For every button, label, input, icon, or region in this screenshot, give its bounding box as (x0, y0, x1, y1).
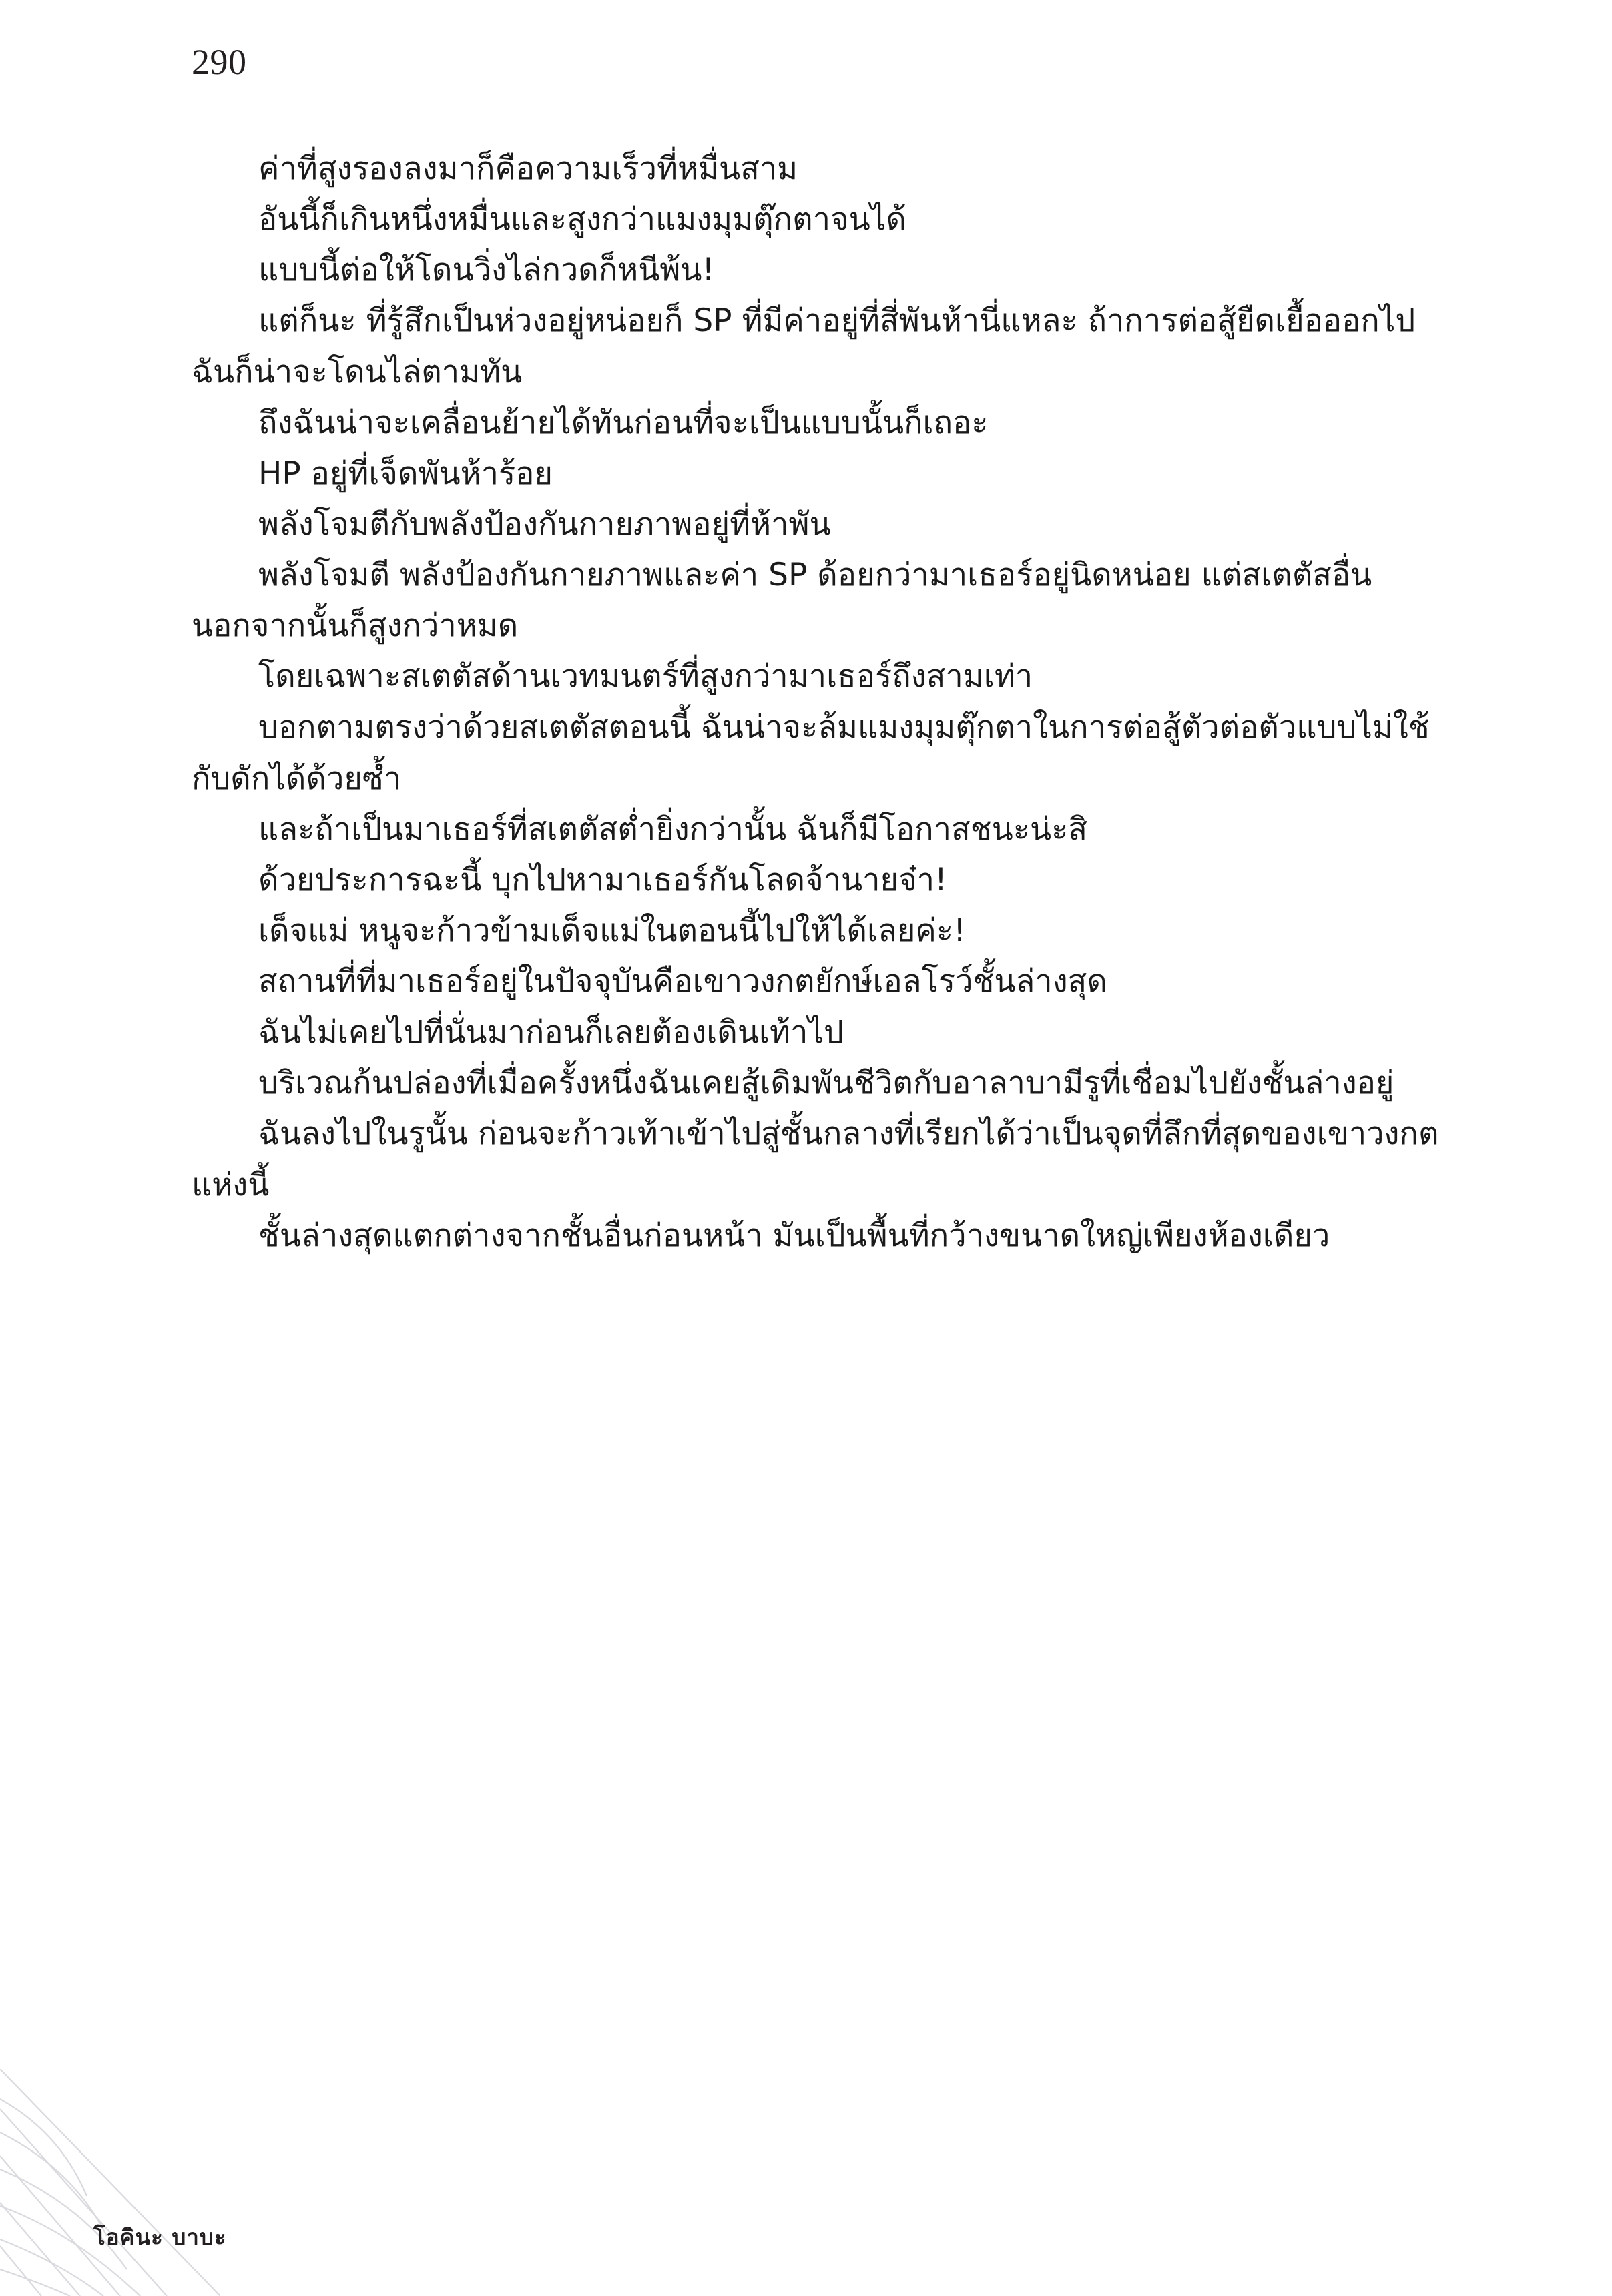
paragraph (192, 398, 1446, 449)
paragraph-text: เด็จแม่ หนูจะก้าวข้ามเด็จแม่ในตอนนี้ไปให้ได้เลยค่ะ! (258, 912, 966, 949)
paragraph (192, 296, 1446, 397)
paragraph (192, 499, 1446, 550)
paragraph (192, 1211, 1446, 1261)
paragraph-text: โดยเฉพาะสเตตัสด้านเวทมนตร์ที่สูงกว่ามาเธอร์ถึงสามเท่า (258, 658, 1033, 695)
paragraph (192, 906, 1446, 956)
paragraph (192, 144, 1446, 194)
paragraph-text: แบบนี้ต่อให้โดนวิ่งไล่กวดก็หนีพ้น! (258, 252, 715, 289)
paragraph (192, 1007, 1446, 1058)
paragraph (192, 702, 1446, 804)
paragraph (192, 855, 1446, 906)
paragraph-text: และถ้าเป็นมาเธอร์ที่สเตตัสต่ำยิ่งกว่านั้น ฉันก็มีโอกาสชนะน่ะสิ (258, 810, 1088, 848)
footer-author-name: โอคินะ บาบะ (93, 2224, 227, 2250)
paragraph-text: อันนี้ก็เกินหนึ่งหมื่นและสูงกว่าแมงมุมตุ๊กตาจนได้ (258, 201, 906, 238)
paragraph-text: บอกตามตรงว่าด้วยสเตตัสตอนนี้ ฉันน่าจะล้มแมงมุมตุ๊กตาในการต่อสู้ตัวต่อตัวแบบไม่ใช้กับดักได้ด้วยซ้ำ (192, 709, 1430, 797)
paragraph-text: บริเวณก้นปล่องที่เมื่อครั้งหนึ่งฉันเคยสู้เดิมพันชีวิตกับอาลาบามีรูที่เชื่อมไปยังชั้นล่างอยู่ (258, 1065, 1394, 1102)
paragraph-text: ชั้นล่างสุดแตกต่างจากชั้นอื่นก่อนหน้า มันเป็นพื้นที่กว้างขนาดใหญ่เพียงห้องเดียว (258, 1217, 1330, 1254)
page-body-text (192, 144, 1446, 1261)
spiderweb-icon (0, 2069, 220, 2296)
paragraph (192, 550, 1446, 651)
paragraph-text: สถานที่ที่มาเธอร์อยู่ในปัจจุบันคือเขาวงกตยักษ์เอลโรว์ชั้นล่างสุด (258, 963, 1107, 1000)
page-number: 290 (192, 42, 247, 82)
paragraph-text: แต่ก็นะ ที่รู้สึกเป็นห่วงอยู่หน่อยก็ SP ที่มีค่าอยู่ที่สี่พันห้านี่แหละ ถ้าการต่อสู้ยืดเยื้อออกไปฉันก็น่าจะโดนไล่ตามทัน (192, 302, 1416, 390)
paragraph (192, 449, 1446, 499)
paragraph (192, 956, 1446, 1007)
paragraph (192, 194, 1446, 245)
paragraph (192, 651, 1446, 702)
paragraph-text: HP อยู่ที่เจ็ดพันห้าร้อย (258, 455, 553, 492)
paragraph (192, 245, 1446, 296)
paragraph-text: ด้วยประการฉะนี้ บุกไปหามาเธอร์กันโลดจ้านายจ๋า! (258, 861, 947, 898)
paragraph (192, 1109, 1446, 1210)
paragraph-text: พลังโจมตีกับพลังป้องกันกายภาพอยู่ที่ห้าพัน (258, 505, 831, 543)
paragraph (192, 804, 1446, 855)
paragraph-text: ถึงฉันน่าจะเคลื่อนย้ายได้ทันก่อนที่จะเป็นแบบนั้นก็เถอะ (258, 404, 989, 441)
paragraph-text: พลังโจมตี พลังป้องกันกายภาพและค่า SP ด้อยกว่ามาเธอร์อยู่นิดหน่อย แต่สเตตัสอื่นนอกจากนั้นก็สูงกว่าหมด (192, 557, 1372, 645)
paragraph (192, 1058, 1446, 1109)
paragraph-text: ฉันไม่เคยไปที่นั่นมาก่อนก็เลยต้องเดินเท้าไป (258, 1014, 844, 1051)
paragraph-text: ค่าที่สูงรองลงมาก็คือความเร็วที่หมื่นสาม (258, 150, 798, 187)
paragraph-text: ฉันลงไปในรูนั้น ก่อนจะก้าวเท้าเข้าไปสู่ชั้นกลางที่เรียกได้ว่าเป็นจุดที่ลึกที่สุดของเขาวงกตแห่งนี้ (192, 1115, 1439, 1203)
